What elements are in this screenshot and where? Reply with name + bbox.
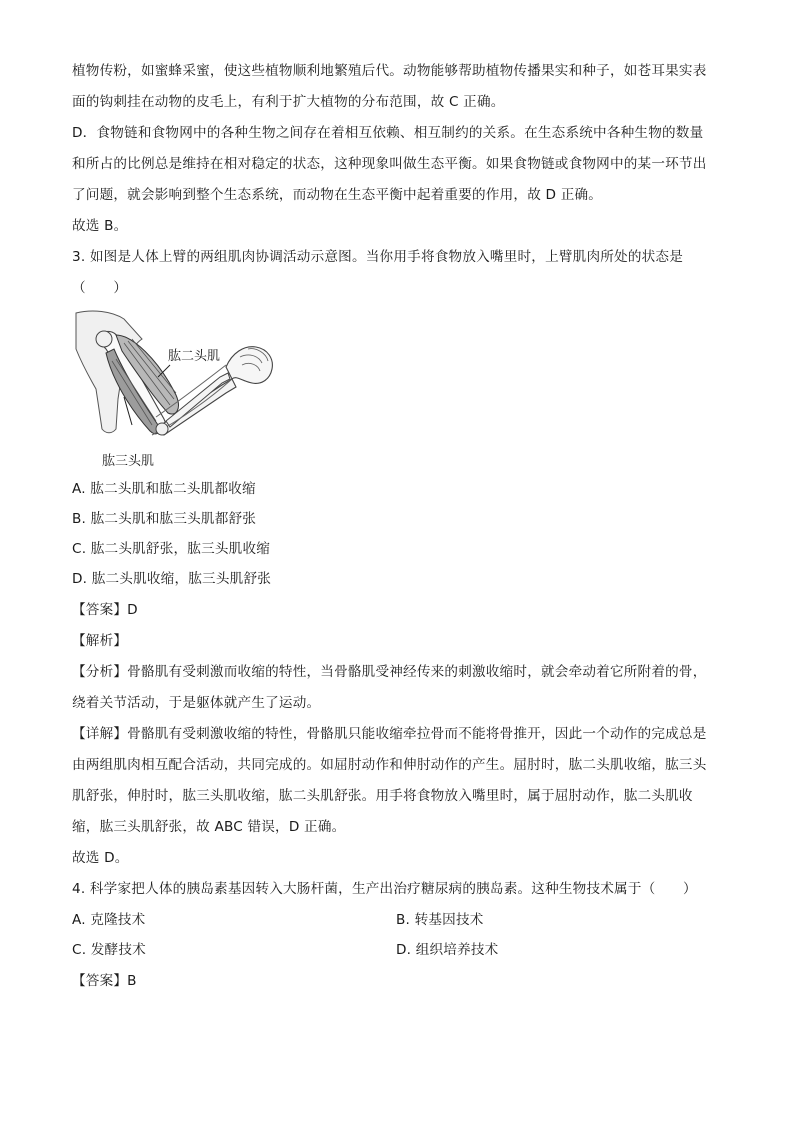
option-c: C. 肱二头肌舒张，肱三头肌收缩	[72, 541, 271, 557]
option-c: C. 发酵技术	[72, 942, 146, 958]
detail-line: 缩，肱三头肌舒张，故 ABC 错误，D 正确。	[72, 819, 346, 835]
document-page	[72, 62, 724, 1003]
answer-label: 【答案】B	[72, 973, 137, 989]
question-3-paren: （ ）	[72, 280, 128, 296]
paragraph-line: D．食物链和食物网中的各种生物之间存在着相互依赖、相互制约的关系。在生态系统中各种生物的数量	[72, 125, 704, 141]
detail-line: 【详解】骨骼肌有受刺激收缩的特性，骨骼肌只能收缩牵拉骨而不能将骨推开，因此一个动作的完成总是	[72, 726, 707, 742]
paragraph-line: 了问题，就会影响到整个生态系统，而动物在生态平衡中起着重要的作用，故 D 正确。	[72, 187, 603, 203]
option-row	[72, 911, 724, 929]
option-a: A. 肱二头肌和肱二头肌都收缩	[72, 481, 256, 497]
option-row	[72, 941, 724, 959]
option-d: D. 肱二头肌收缩，肱三头肌舒张	[72, 571, 272, 587]
option-d: D. 组织培养技术	[396, 942, 499, 958]
paragraph-line: 和所占的比例总是维持在相对稳定的状态，这种现象叫做生态平衡。如果食物链或食物网中的某一环节出	[72, 156, 707, 172]
detail-line: 由两组肌肉相互配合活动，共同完成的。如屈肘动作和伸肘动作的产生。屈肘时，肱二头肌收缩，肱三头	[72, 757, 707, 773]
question-3-stem: 3. 如图是人体上臂的两组肌肉协调活动示意图。当你用手将食物放入嘴里时，上臂肌肉所处的状态是	[72, 249, 684, 265]
analysis-line: 【分析】骨骼肌有受刺激而收缩的特性，当骨骼肌受神经传来的刺激收缩时，就会牵动着它所附着的骨，	[72, 664, 707, 680]
option-a: A. 克隆技术	[72, 912, 146, 928]
biceps-label: 肱二头肌	[168, 349, 221, 364]
option-b: B. 肱二头肌和肱三头肌都舒张	[72, 511, 257, 527]
paragraph-line: 植物传粉，如蜜蜂采蜜，使这些植物顺利地繁殖后代。动物能够帮助植物传播果实和种子，如苍耳果实表	[72, 63, 707, 79]
triceps-label: 肱三头肌	[102, 454, 155, 469]
conclusion-line: 故选 D。	[72, 850, 129, 866]
option-b: B. 转基因技术	[396, 912, 484, 928]
paragraph-line: 面的钩刺挂在动物的皮毛上，有利于扩大植物的分布范围，故 C 正确。	[72, 94, 505, 110]
conclusion-line: 故选 B。	[72, 218, 128, 234]
answer-label: 【答案】D	[72, 602, 138, 618]
analysis-heading: 【解析】	[72, 633, 128, 649]
detail-line: 肌舒张，伸肘时，肱三头肌收缩，肱二头肌舒张。用手将食物放入嘴里时，属于屈肘动作，肱二头肌收	[72, 788, 693, 804]
question-4-stem: 4. 科学家把人体的胰岛素基因转入大肠杆菌，生产出治疗糖尿病的胰岛素。这种生物技术属于（ ）	[72, 881, 697, 897]
arm-muscle-figure	[72, 309, 282, 474]
analysis-line: 绕着关节活动，于是躯体就产生了运动。	[72, 695, 321, 711]
